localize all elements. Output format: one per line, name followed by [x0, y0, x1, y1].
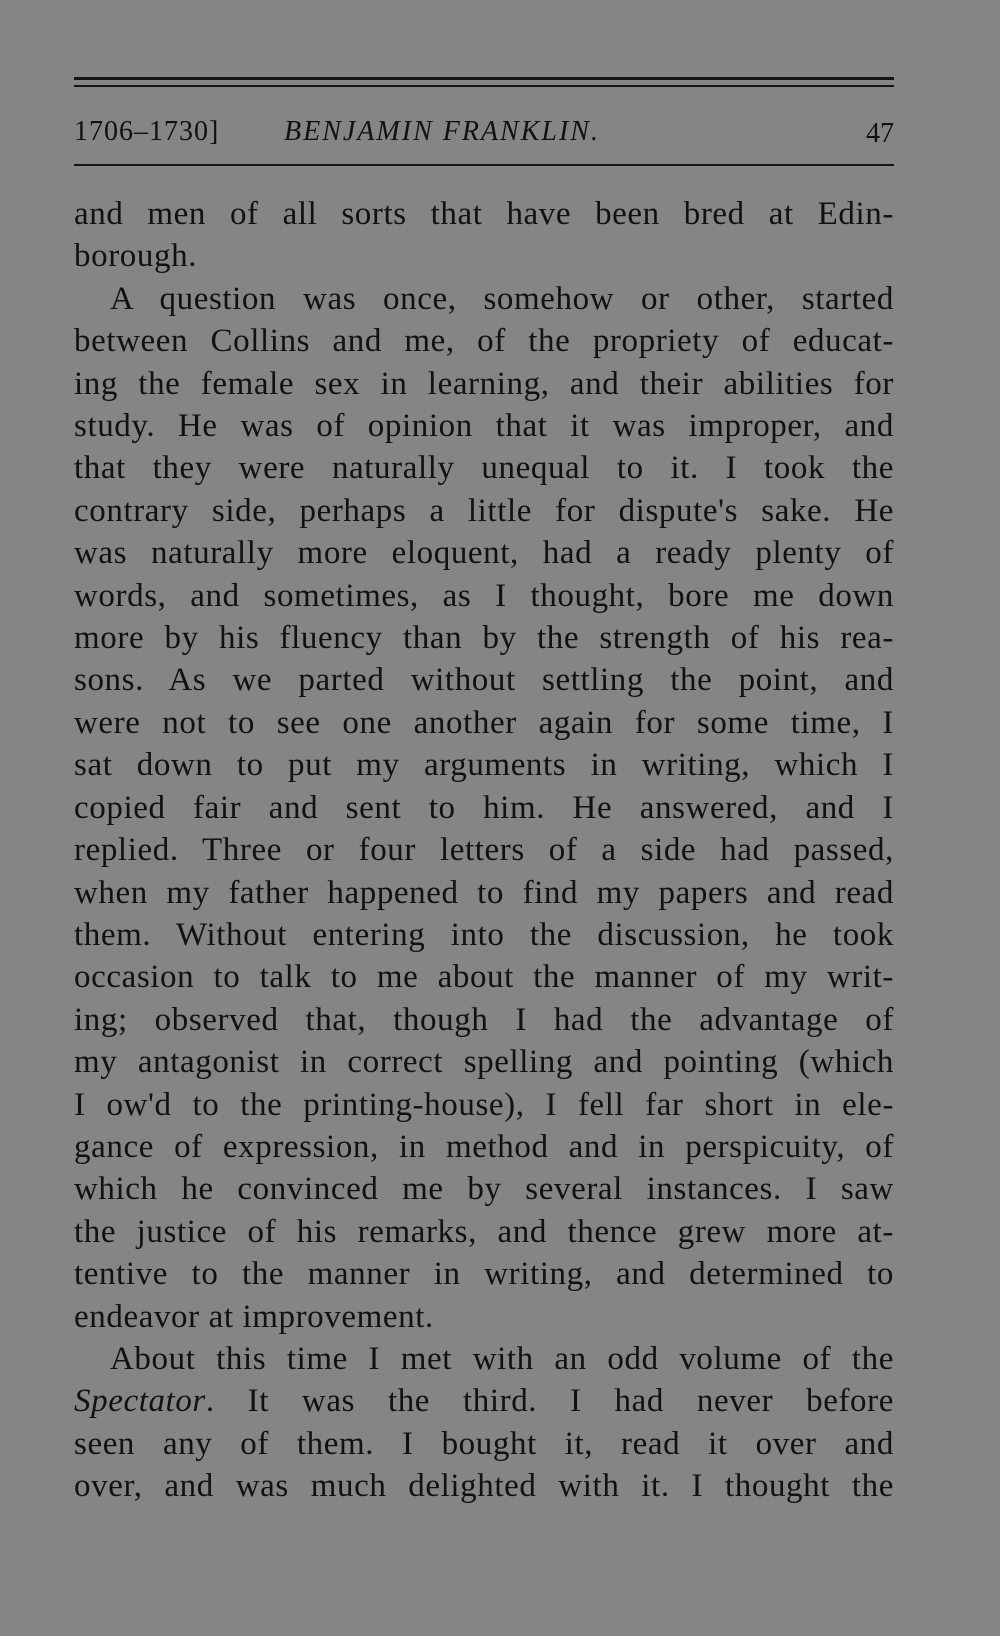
header-rule-bottom — [74, 164, 894, 166]
text-line: when my father happened to find my papers and read — [74, 874, 894, 911]
text-line: them. Without entering into the discussion, he took — [74, 916, 894, 953]
running-head-title: BENJAMIN FRANKLIN. — [284, 116, 600, 147]
text-line: ing; observed that, though I had the advantage of — [74, 1001, 894, 1038]
text-line: study. He was of opinion that it was improper, and — [74, 408, 894, 445]
paragraph — [74, 1338, 894, 1508]
text-line: which he convinced me by several instances. I saw — [74, 1171, 894, 1208]
text-line: and men of all sorts that have been bred at Edin- — [74, 196, 894, 232]
text-line: over, and was much delighted with it. I thought the — [74, 1468, 894, 1505]
text-line: tentive to the manner in writing, and determined to — [74, 1256, 894, 1293]
text-line: endeavor at improvement. — [74, 1298, 434, 1335]
text-line: borough. — [74, 238, 198, 275]
book-page — [74, 0, 894, 1636]
body-text — [74, 193, 894, 1508]
running-head-dates: 1706–1730] — [74, 116, 220, 147]
text-line: A question was once, somehow or other, started — [110, 280, 894, 317]
paragraph — [74, 193, 894, 278]
text-line: contrary side, perhaps a little for dispute's sake. He — [74, 492, 894, 529]
text-line: occasion to talk to me about the manner of my writ- — [74, 959, 894, 996]
text-line: replied. Three or four letters of a side had passed, — [74, 832, 894, 869]
text-line: gance of expression, in method and in perspicuity, of — [74, 1128, 894, 1165]
text-line: that they were naturally unequal to it. I took the — [74, 450, 894, 487]
page-number: 47 — [866, 118, 894, 149]
text-line: between Collins and me, of the propriety of educat- — [74, 323, 894, 360]
header-rule-top-thin — [74, 85, 894, 87]
text-line: sat down to put my arguments in writing, which I — [74, 747, 894, 784]
text-line: seen any of them. I bought it, read it over and — [74, 1425, 894, 1462]
text-line: the justice of his remarks, and thence grew more at- — [74, 1213, 894, 1250]
text-line: was naturally more eloquent, had a ready plenty of — [74, 535, 894, 572]
header-rule-top — [74, 77, 894, 80]
text-line: ing the female sex in learning, and their abilities for — [74, 365, 894, 402]
text-line: sons. As we parted without settling the point, and — [74, 662, 894, 699]
text-line: copied fair and sent to him. He answered, and I — [74, 789, 894, 826]
running-head — [74, 112, 894, 152]
text-line: About this time I met with an odd volume of the — [110, 1340, 894, 1377]
text-line: more by his fluency than by the strength of his rea- — [74, 620, 894, 657]
text-line-with-italic — [74, 1380, 894, 1422]
italic-title: Spectator — [74, 1383, 206, 1420]
text-line: were not to see one another again for some time, I — [74, 704, 894, 741]
text-line: I ow'd to the printing-house), I fell far short in ele- — [74, 1086, 894, 1123]
text-line-rest: . It was the third. I had never before — [205, 1383, 894, 1420]
text-line: my antagonist in correct spelling and pointing (which — [74, 1044, 894, 1081]
text-line: words, and sometimes, as I thought, bore me down — [74, 577, 894, 614]
paragraph — [74, 278, 894, 1338]
